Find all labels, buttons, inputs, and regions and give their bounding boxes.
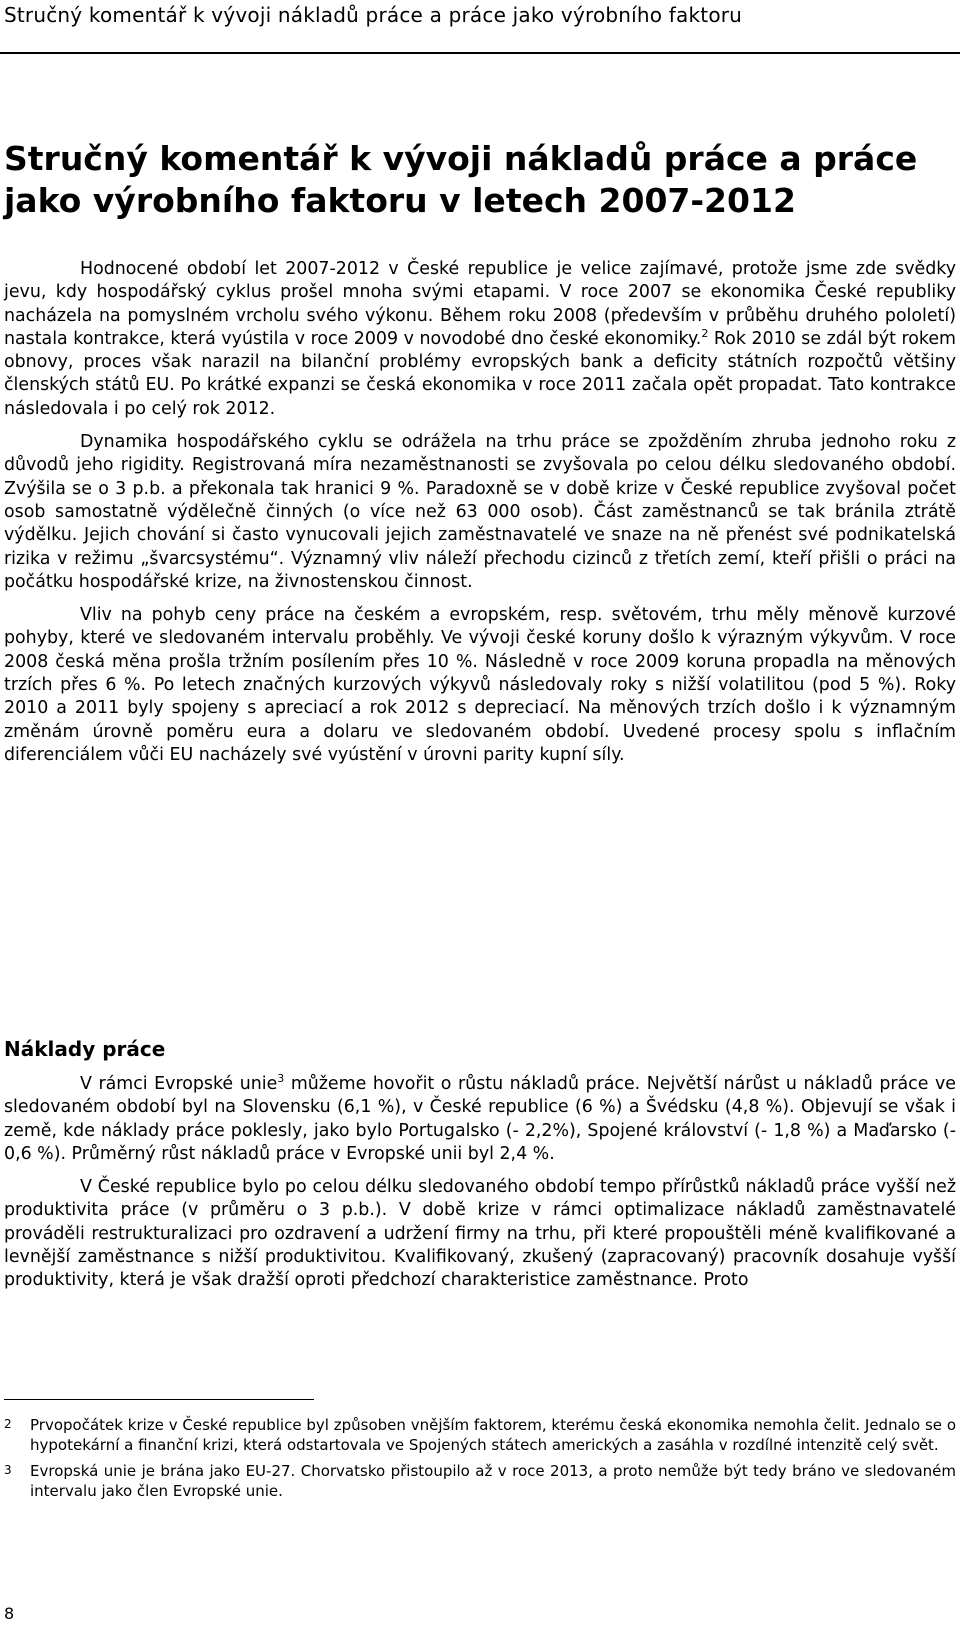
section-paragraph-1-text-b: můžeme hovořit o růstu nákladů práce. Největší nárůst u nákladů práce ve sledovaném období byl na Slovensku (6,1 %), v České republice (6 %) a Švédsku (4,8 %). Objevují se však i země, kde náklady práce poklesly, jako bylo Portugalsko (- 2,2%), Spojené království (- 1,8 %) a Maďarsko (- 0,6 %). Průměrný růst nákladů práce v Evropské unii byl 2,4 %. xyxy=(4,1074,956,1164)
footnote-number: 3 xyxy=(4,1463,12,1477)
title-line-1: Stručný komentář k vývoji nákladů práce a práce xyxy=(4,139,918,178)
footnote-text: Prvopočátek krize v České republice byl způsoben vnějším faktorem, kterému česká ekonomika nemohla čelit. Jednalo se o hypotekární a finanční krizi, která odstartovala ve Spojených státech amerických a zasáhla v rozdílné intenzitě celý svět. xyxy=(30,1416,956,1454)
page-number: 8 xyxy=(4,1604,15,1623)
intro-paragraph-1-text-b: Rok 2010 se zdál být rokem obnovy, proces však narazil na bilanční problémy evropských bank a deficity státních rozpočtů většiny členských států EU. Po krátké expanzi se česká ekonomika v roce 2011 začala opět propadat. Tato kontrakce následovala i po celý rok 2012. xyxy=(4,328,956,419)
section-heading: Náklady práce xyxy=(4,1037,166,1061)
intro-paragraph-2: Dynamika hospodářského cyklu se odrážela na trhu práce se zpožděním zhruba jednoho roku z důvodů jeho rigidity. Registrovaná míra nezaměstnanosti se zvyšovala po celou délku sledovaného období. Zvýšila se o 3 p.b. a překonala tak hranici 9 %. Paradoxně se v době krize v České republice zvyšoval počet osob samostatně výdělečně činných (o více než 63 000 osob). Část zaměstnanců se tak bránila ztrátě výdělku. Jejich chování si často vynucovali jejich zaměstnavatelé ve snaze na ně přenést své podnikatelská rizika v režimu „švarcsystému“. Významný vliv náleží přechodu cizinců z třetích zemí, kteří přišli o práci na počátku hospodářské krize, na živnostenskou činnost. xyxy=(4,432,956,592)
section-paragraph-1-text-a: V rámci Evropské unie xyxy=(80,1074,278,1094)
intro-paragraph-1 xyxy=(4,258,956,421)
intro-section xyxy=(4,258,956,777)
footnote-number: 2 xyxy=(4,1417,12,1431)
footnote-rule xyxy=(4,1399,314,1400)
intro-paragraph-3: Vliv na pohyb ceny práce na českém a evropském, resp. světovém, trhu měly měnově kurzové pohyby, které ve sledovaném intervalu proběhly. Ve vývoji české koruny došlo k výrazným výkyvům. V roce 2008 česká měna prošla tržním posílením přes 10 %. Následně v roce 2009 koruna propadla na měnových trzích přes 6 %. Po letech značných kurzových výkyvů následovaly roky s nižší volatilitou (pod 5 %). Roky 2010 a 2011 byly spojeny s apreciací a rok 2012 s depreciací. Na měnových trzích došlo i k významným změnám úrovně poměru eura a dolaru ve sledovaném období. Uvedené procesy spolu s inflačním diferenciálem vůči EU nacházely své vyústění v úrovni parity kupní síly. xyxy=(4,605,956,765)
running-header: Stručný komentář k vývoji nákladů práce a práce jako výrobního faktoru xyxy=(4,3,743,27)
title-line-2: jako výrobního faktoru v letech 2007-2012 xyxy=(4,181,796,220)
header-rule xyxy=(0,52,960,54)
document-title xyxy=(4,138,954,222)
footnotes xyxy=(4,1415,956,1507)
footnote-ref-3[interactable]: 3 xyxy=(277,1072,285,1086)
section-paragraph-1 xyxy=(4,1073,956,1166)
labor-costs-section xyxy=(4,1073,956,1303)
intro-paragraph-1-text-a: Hodnocené období let 2007-2012 v České republice je velice zajímavé, protože jsme zde svědky jevu, kdy hospodářský cyklus prošel mnoha svými etapami. V roce 2007 se ekonomika České republiky nacházela na pomyslném vrcholu svého výkonu. Během roku 2008 (především v průběhu druhého pololetí) nastala kontrakce, která vyústila v roce 2009 v novodobé dno české ekonomiky. xyxy=(4,259,956,349)
footnote-3 xyxy=(4,1461,956,1501)
footnote-text: Evropská unie je brána jako EU-27. Chorvatsko přistoupilo až v roce 2013, a proto nemůže být tedy bráno ve sledovaném intervalu jako člen Evropské unie. xyxy=(30,1462,956,1500)
footnote-2 xyxy=(4,1415,956,1455)
footnote-ref-2[interactable]: 2 xyxy=(701,327,709,341)
section-paragraph-2: V České republice bylo po celou délku sledovaného období tempo přírůstků nákladů práce vyšší než produktivita práce (v průměru o 3 p.b.). V době krize v rámci optimalizace nákladů zaměstnavatelé prováděli restrukturalizaci pro ozdravení a udržení firmy na trhu, při které propouštěli méně kvalifikované a levnější zaměstnance s nižší produktivitou. Kvalifikovaný, zkušený (zapracovaný) pracovník dosahuje vyšší produktivity, která je však dražší oproti předchozí charakteristice zaměstnance. Proto xyxy=(4,1177,956,1291)
